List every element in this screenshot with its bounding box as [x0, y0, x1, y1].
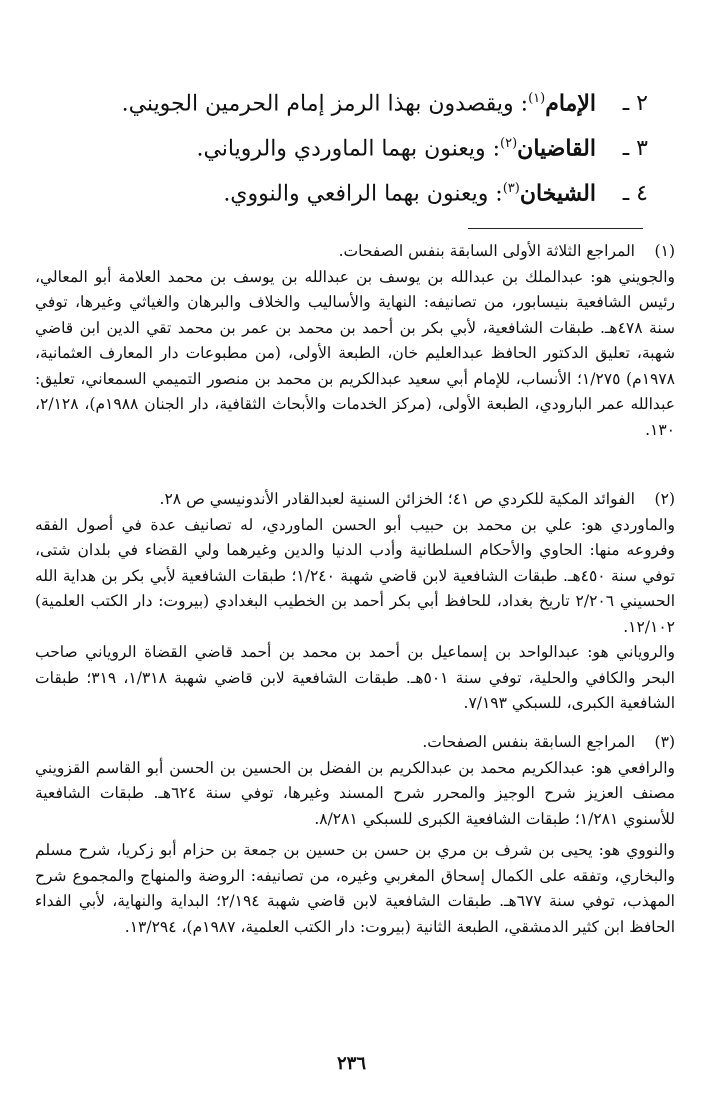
footnote-text: المراجع السابقة بنفس الصفحات.	[422, 733, 635, 751]
item-number: ٣ ـ	[622, 136, 648, 162]
footnote-paragraph: والماوردي هو: علي بن محمد بن حبيب أبو الحسن الماوردي، له تصانيف عدة في أصول الفقه وفروعه منها: الحاوي والأحكام السلطانية وأدب الدنيا والدين وغيرهما ولي القضاء في بلدان شتى، توفي سنة ٤٥٠هـ. طبقات الشافعية لابن قاضي شهبة ١/٢٤٠؛ طبقات الشافعية لأبي بكر بن هداية الله الحسيني ٢/٢٠٦ تاريخ بغداد، للحافظ أبي بكر أحمد بن الخطيب البغدادي (بيروت: دار الكتب العلمية) ١٢/١٠٢.	[35, 515, 676, 636]
page-number: ٢٣٦	[336, 1053, 366, 1074]
footnote-paragraph: والرافعي هو: عبدالكريم محمد بن عبدالكريم بن الفضل بن الحسين بن الحسن أبو القاسم القزويني مصنف العزيز شرح الوجيز والمحرر شرح المسند وغيرها، توفي سنة ٦٢٤هـ. طبقات الشافعية للأسنوي ١/٢٨١؛ طبقات الشافعية الكبرى للسبكي ٨/٢٨١.	[35, 758, 675, 828]
footnote-ref: (١)	[528, 91, 546, 106]
item-number: ٢ ـ	[622, 91, 648, 117]
list-item-qadiyan	[48, 129, 648, 164]
footnote-text: المراجع الثلاثة الأولى السابقة بنفس الصفحات.	[338, 242, 635, 260]
item-text: : ويعنون بهما الماوردي والروياني.	[196, 136, 501, 162]
footnote-paragraph: والروياني هو: عبدالواحد بن إسماعيل بن أحمد بن محمد بن أحمد قاضي القضاة الروياني صاحب البحر والكافي والحلية، توفي سنة ٥٠١هـ. طبقات الشافعية لابن قاضي شهبة ١/٣١٨، ٣١٩؛ طبقات الشافعية الكبرى، للسبكي ٧/١٩٣.	[35, 643, 675, 712]
footnote-marker: (٣)	[654, 733, 675, 751]
item-number: ٤ ـ	[622, 181, 648, 207]
footnote-separator	[468, 228, 643, 229]
item-term: الشيخان	[519, 180, 596, 207]
item-term: القاضيان	[517, 135, 596, 162]
footnote-paragraph: والجويني هو: عبدالملك بن عبدالله بن يوسف بن عبدالله بن يوسف بن محمد العلامة أبو المعالي، رئيس الشافعية بنيسابور، من تصانيفه: النهاية والأساليب والخلاف والبرهان والغياثي وغيرها، توفي سنة ٤٧٨هـ. طبقات الشافعية، لأبي بكر بن أحمد بن محمد بن عمر بن محمد تقي الدين ابن قاضي شهبة، تعليق الدكتور الحافظ عبدالعليم خان، الطبعة الأولى، (من مطبوعات دار المعارف العثمانية، ١٩٧٨م) ١/٢٧٥؛ الأنساب، للإمام أبي سعيد عبدالكريم بن محمد بن منصور التميمي السمعاني، تعليق: عبدالله عمر البارودي، الطبعة الأولى، (مركز الخدمات والأبحاث الثقافية، دار الجنان ١٩٨٨م)، ٢/١٢٨، ١٣٠.	[35, 267, 676, 439]
footnote-3	[35, 730, 675, 940]
footnote-text: الفوائد المكية للكردي ص ٤١؛ الخزائن السنية لعبدالقادر الأندونيسي ص ٢٨.	[159, 490, 635, 508]
footnote-marker: (١)	[654, 242, 675, 260]
footnote-marker: (٢)	[654, 490, 675, 508]
list-item-imam	[48, 84, 648, 119]
footnote-ref: (٢)	[500, 136, 518, 151]
footnote-2	[35, 487, 675, 717]
footnote-ref: (٣)	[502, 181, 520, 196]
list-item-shaykhan	[48, 174, 648, 209]
footnote-1	[35, 239, 675, 443]
item-text: : ويعنون بهما الرافعي والنووي.	[223, 181, 503, 207]
item-term: الإمام	[545, 90, 596, 117]
item-text: : ويقصدون بهذا الرمز إمام الحرمين الجويني.	[121, 91, 529, 117]
footnote-paragraph: والنووي هو: يحيى بن شرف بن مري بن حسن بن حسين بن جمعة بن حزام أبو زكريا، شرح مسلم والبخاري، وتفقه على الكمال إسحاق المغربي وغيره، من تصانيفه: الروضة والمنهاج والمجموع شرح المهذب، توفي سنة ٦٧٧هـ. طبقات الشافعية لابن قاضي شهبة ٢/١٩٤؛ البداية والنهاية، لأبي الفداء الحافظ ابن كثير الدمشقي، الطبعة الثانية (بيروت: دار الكتب العلمية، ١٩٨٧م)، ١٣/٢٩٤.	[35, 841, 675, 936]
